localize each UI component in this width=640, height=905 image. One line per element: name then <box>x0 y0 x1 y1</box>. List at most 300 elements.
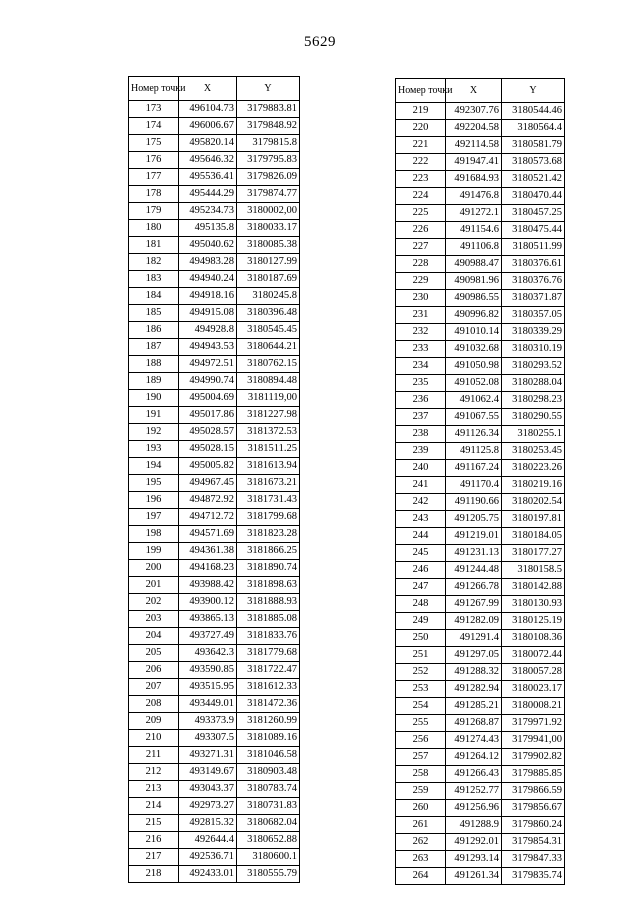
cell-y: 3180682.04 <box>237 815 300 832</box>
cell-point-number: 257 <box>396 749 446 766</box>
cell-point-number: 222 <box>396 154 446 171</box>
cell-point-number: 244 <box>396 528 446 545</box>
cell-point-number: 253 <box>396 681 446 698</box>
cell-x: 491288.9 <box>446 817 502 834</box>
table-row <box>129 577 300 594</box>
cell-point-number: 229 <box>396 273 446 290</box>
header-point-number: Номер точки <box>129 77 179 101</box>
cell-y: 3180008.21 <box>502 698 565 715</box>
table-row <box>129 424 300 441</box>
cell-y: 3180545.45 <box>237 322 300 339</box>
cell-point-number: 198 <box>129 526 179 543</box>
cell-point-number: 234 <box>396 358 446 375</box>
cell-y: 3180310.19 <box>502 341 565 358</box>
cell-point-number: 231 <box>396 307 446 324</box>
cell-x: 494918.16 <box>179 288 237 305</box>
table-row <box>129 118 300 135</box>
table-row <box>396 596 565 613</box>
cell-y: 3180555.79 <box>237 866 300 883</box>
table-row <box>129 815 300 832</box>
cell-y: 3180376.76 <box>502 273 565 290</box>
cell-y: 3180731.83 <box>237 798 300 815</box>
cell-x: 491231.13 <box>446 545 502 562</box>
cell-point-number: 205 <box>129 645 179 662</box>
cell-y: 3181799.68 <box>237 509 300 526</box>
cell-y: 3180245.8 <box>237 288 300 305</box>
table-row <box>129 169 300 186</box>
cell-x: 492973.27 <box>179 798 237 815</box>
cell-point-number: 189 <box>129 373 179 390</box>
cell-y: 3181472.36 <box>237 696 300 713</box>
cell-x: 490986.55 <box>446 290 502 307</box>
cell-x: 491266.43 <box>446 766 502 783</box>
cell-point-number: 183 <box>129 271 179 288</box>
cell-point-number: 259 <box>396 783 446 800</box>
cell-y: 3180396.48 <box>237 305 300 322</box>
cell-point-number: 220 <box>396 120 446 137</box>
cell-y: 3180085.38 <box>237 237 300 254</box>
cell-x: 491244.48 <box>446 562 502 579</box>
cell-y: 3181046.58 <box>237 747 300 764</box>
cell-y: 3179835.74 <box>502 868 565 885</box>
table-row <box>396 273 565 290</box>
cell-y: 3181823.28 <box>237 526 300 543</box>
cell-point-number: 175 <box>129 135 179 152</box>
cell-y: 3181227.98 <box>237 407 300 424</box>
cell-y: 3180033.17 <box>237 220 300 237</box>
cell-y: 3180376.61 <box>502 256 565 273</box>
cell-y: 3179856.67 <box>502 800 565 817</box>
cell-x: 490996.82 <box>446 307 502 324</box>
table-row <box>129 560 300 577</box>
cell-x: 495820.14 <box>179 135 237 152</box>
cell-y: 3179795.83 <box>237 152 300 169</box>
table-row <box>396 443 565 460</box>
cell-y: 3179854.31 <box>502 834 565 851</box>
table-row <box>129 866 300 883</box>
cell-point-number: 201 <box>129 577 179 594</box>
table-row <box>396 715 565 732</box>
cell-y: 3181885.08 <box>237 611 300 628</box>
table-row <box>129 849 300 866</box>
header-x: X <box>446 79 502 103</box>
cell-point-number: 206 <box>129 662 179 679</box>
table-row <box>129 730 300 747</box>
table-row <box>129 441 300 458</box>
cell-x: 491272.1 <box>446 205 502 222</box>
table-row <box>396 681 565 698</box>
cell-x: 494928.8 <box>179 322 237 339</box>
cell-point-number: 178 <box>129 186 179 203</box>
cell-y: 3179860.24 <box>502 817 565 834</box>
header-x: X <box>179 77 237 101</box>
cell-x: 491170.4 <box>446 477 502 494</box>
table-row <box>129 390 300 407</box>
cell-point-number: 197 <box>129 509 179 526</box>
cell-point-number: 238 <box>396 426 446 443</box>
table-row <box>396 375 565 392</box>
cell-x: 491684.93 <box>446 171 502 188</box>
cell-y: 3179883.81 <box>237 101 300 118</box>
table-row <box>396 766 565 783</box>
cell-y: 3180652.88 <box>237 832 300 849</box>
table-row <box>396 222 565 239</box>
table-row <box>396 154 565 171</box>
cell-x: 492307.76 <box>446 103 502 120</box>
cell-x: 494972.51 <box>179 356 237 373</box>
cell-x: 493900.12 <box>179 594 237 611</box>
cell-x: 491476.8 <box>446 188 502 205</box>
cell-x: 492815.32 <box>179 815 237 832</box>
cell-y: 3180142.88 <box>502 579 565 596</box>
table-row <box>396 528 565 545</box>
cell-y: 3180130.93 <box>502 596 565 613</box>
cell-point-number: 218 <box>129 866 179 883</box>
cell-y: 3179885.85 <box>502 766 565 783</box>
cell-x: 491167.24 <box>446 460 502 477</box>
cell-y: 3180293.52 <box>502 358 565 375</box>
cell-point-number: 252 <box>396 664 446 681</box>
table-row <box>129 764 300 781</box>
cell-point-number: 179 <box>129 203 179 220</box>
table-row <box>396 205 565 222</box>
cell-x: 492644.4 <box>179 832 237 849</box>
cell-y: 3179941,00 <box>502 732 565 749</box>
cell-point-number: 209 <box>129 713 179 730</box>
cell-point-number: 200 <box>129 560 179 577</box>
cell-point-number: 195 <box>129 475 179 492</box>
cell-x: 491052.08 <box>446 375 502 392</box>
cell-x: 491261.34 <box>446 868 502 885</box>
table-row <box>396 630 565 647</box>
cell-y: 3180371.87 <box>502 290 565 307</box>
table-row <box>396 188 565 205</box>
cell-x: 491293.14 <box>446 851 502 868</box>
cell-x: 493590.85 <box>179 662 237 679</box>
cell-point-number: 207 <box>129 679 179 696</box>
table-row <box>129 322 300 339</box>
table-row <box>396 749 565 766</box>
cell-x: 494983.28 <box>179 254 237 271</box>
cell-y: 3180762.15 <box>237 356 300 373</box>
cell-point-number: 190 <box>129 390 179 407</box>
table-row <box>396 324 565 341</box>
cell-y: 3180158.5 <box>502 562 565 579</box>
cell-x: 491264.12 <box>446 749 502 766</box>
table-row <box>396 392 565 409</box>
cell-x: 495234.73 <box>179 203 237 220</box>
cell-point-number: 215 <box>129 815 179 832</box>
cell-point-number: 221 <box>396 137 446 154</box>
cell-x: 494940.24 <box>179 271 237 288</box>
cell-y: 3180290.55 <box>502 409 565 426</box>
cell-y: 3180223.26 <box>502 460 565 477</box>
cell-x: 494571.69 <box>179 526 237 543</box>
cell-point-number: 173 <box>129 101 179 118</box>
cell-y: 3180202.54 <box>502 494 565 511</box>
table-row <box>129 475 300 492</box>
cell-point-number: 196 <box>129 492 179 509</box>
cell-point-number: 239 <box>396 443 446 460</box>
cell-x: 491256.96 <box>446 800 502 817</box>
cell-point-number: 227 <box>396 239 446 256</box>
cell-y: 3180127.99 <box>237 254 300 271</box>
table-row <box>129 645 300 662</box>
cell-point-number: 256 <box>396 732 446 749</box>
cell-x: 491288.32 <box>446 664 502 681</box>
table-row <box>396 307 565 324</box>
cell-point-number: 185 <box>129 305 179 322</box>
table-row <box>129 101 300 118</box>
cell-point-number: 233 <box>396 341 446 358</box>
table-row <box>129 798 300 815</box>
cell-point-number: 217 <box>129 849 179 866</box>
table-row <box>396 851 565 868</box>
cell-point-number: 247 <box>396 579 446 596</box>
cell-x: 494943.53 <box>179 339 237 356</box>
cell-y: 3180125.19 <box>502 613 565 630</box>
table-header-row <box>129 77 300 101</box>
cell-y: 3180894.48 <box>237 373 300 390</box>
cell-y: 3181898.63 <box>237 577 300 594</box>
table-row <box>396 171 565 188</box>
table-row <box>396 545 565 562</box>
table-row <box>129 679 300 696</box>
cell-point-number: 254 <box>396 698 446 715</box>
cell-x: 493043.37 <box>179 781 237 798</box>
table-row <box>129 373 300 390</box>
cell-point-number: 203 <box>129 611 179 628</box>
cell-x: 495004.69 <box>179 390 237 407</box>
cell-x: 490988.47 <box>446 256 502 273</box>
cell-x: 495040.62 <box>179 237 237 254</box>
cell-y: 3181511.25 <box>237 441 300 458</box>
table-row <box>396 409 565 426</box>
table-row <box>396 698 565 715</box>
cell-y: 3180057.28 <box>502 664 565 681</box>
cell-point-number: 223 <box>396 171 446 188</box>
cell-y: 3180475.44 <box>502 222 565 239</box>
cell-point-number: 176 <box>129 152 179 169</box>
cell-point-number: 261 <box>396 817 446 834</box>
cell-point-number: 225 <box>396 205 446 222</box>
table-row <box>129 509 300 526</box>
cell-y: 3180002,00 <box>237 203 300 220</box>
cell-point-number: 180 <box>129 220 179 237</box>
cell-x: 493988.42 <box>179 577 237 594</box>
cell-point-number: 243 <box>396 511 446 528</box>
cell-y: 3180544.46 <box>502 103 565 120</box>
cell-x: 492433.01 <box>179 866 237 883</box>
table-row <box>396 732 565 749</box>
cell-point-number: 212 <box>129 764 179 781</box>
cell-y: 3180903.48 <box>237 764 300 781</box>
table-row <box>396 579 565 596</box>
cell-x: 491190.66 <box>446 494 502 511</box>
cell-y: 3180581.79 <box>502 137 565 154</box>
cell-y: 3180197.81 <box>502 511 565 528</box>
cell-x: 491067.55 <box>446 409 502 426</box>
table-row <box>396 103 565 120</box>
table-header-row <box>396 79 565 103</box>
table-row <box>396 426 565 443</box>
cell-point-number: 246 <box>396 562 446 579</box>
cell-x: 491291.4 <box>446 630 502 647</box>
header-point-number: Номер точки <box>396 79 446 103</box>
cell-point-number: 232 <box>396 324 446 341</box>
cell-x: 496006.67 <box>179 118 237 135</box>
cell-y: 3181612.33 <box>237 679 300 696</box>
cell-x: 491285.21 <box>446 698 502 715</box>
table-row <box>396 562 565 579</box>
cell-x: 493727.49 <box>179 628 237 645</box>
cell-y: 3181613.94 <box>237 458 300 475</box>
cell-point-number: 258 <box>396 766 446 783</box>
cell-x: 494990.74 <box>179 373 237 390</box>
cell-x: 495536.41 <box>179 169 237 186</box>
cell-point-number: 211 <box>129 747 179 764</box>
cell-y: 3180184.05 <box>502 528 565 545</box>
cell-point-number: 263 <box>396 851 446 868</box>
cell-y: 3179815.8 <box>237 135 300 152</box>
coordinates-table-right <box>395 78 565 885</box>
table-row <box>129 747 300 764</box>
cell-x: 495646.32 <box>179 152 237 169</box>
table-row <box>396 647 565 664</box>
cell-x: 493307.5 <box>179 730 237 747</box>
cell-x: 492536.71 <box>179 849 237 866</box>
table-row <box>396 341 565 358</box>
table-row <box>129 152 300 169</box>
cell-y: 3180357.05 <box>502 307 565 324</box>
cell-x: 491219.01 <box>446 528 502 545</box>
cell-x: 493271.31 <box>179 747 237 764</box>
page-number: 5629 <box>304 34 336 50</box>
cell-x: 493449.01 <box>179 696 237 713</box>
cell-x: 493149.67 <box>179 764 237 781</box>
table-row <box>129 781 300 798</box>
cell-y: 3179971.92 <box>502 715 565 732</box>
table-row <box>129 713 300 730</box>
cell-x: 491947.41 <box>446 154 502 171</box>
cell-x: 492114.58 <box>446 137 502 154</box>
cell-x: 491010.14 <box>446 324 502 341</box>
cell-point-number: 204 <box>129 628 179 645</box>
cell-y: 3181890.74 <box>237 560 300 577</box>
cell-y: 3180288.04 <box>502 375 565 392</box>
table-row <box>396 783 565 800</box>
cell-y: 3181779.68 <box>237 645 300 662</box>
cell-point-number: 177 <box>129 169 179 186</box>
table-row <box>396 239 565 256</box>
cell-y: 3181089.16 <box>237 730 300 747</box>
cell-y: 3180564.4 <box>502 120 565 137</box>
cell-x: 491062.4 <box>446 392 502 409</box>
table-row <box>129 628 300 645</box>
cell-y: 3179866.59 <box>502 783 565 800</box>
table-row <box>129 594 300 611</box>
cell-x: 491268.87 <box>446 715 502 732</box>
table-row <box>396 817 565 834</box>
coordinates-table-left <box>128 76 300 883</box>
cell-y: 3180298.23 <box>502 392 565 409</box>
cell-y: 3180573.68 <box>502 154 565 171</box>
cell-point-number: 248 <box>396 596 446 613</box>
cell-x: 491154.6 <box>446 222 502 239</box>
cell-x: 493642.3 <box>179 645 237 662</box>
cell-x: 494168.23 <box>179 560 237 577</box>
cell-point-number: 235 <box>396 375 446 392</box>
cell-point-number: 251 <box>396 647 446 664</box>
cell-point-number: 182 <box>129 254 179 271</box>
cell-y: 3180783.74 <box>237 781 300 798</box>
cell-y: 3180253.45 <box>502 443 565 460</box>
table-row <box>129 305 300 322</box>
cell-point-number: 228 <box>396 256 446 273</box>
table-row <box>129 186 300 203</box>
cell-y: 3181833.76 <box>237 628 300 645</box>
cell-x: 493515.95 <box>179 679 237 696</box>
cell-y: 3180177.27 <box>502 545 565 562</box>
cell-y: 3179902.82 <box>502 749 565 766</box>
cell-x: 494915.08 <box>179 305 237 322</box>
table-row <box>396 664 565 681</box>
table-row <box>129 271 300 288</box>
cell-point-number: 187 <box>129 339 179 356</box>
table-row <box>396 868 565 885</box>
table-row <box>129 356 300 373</box>
cell-point-number: 237 <box>396 409 446 426</box>
cell-y: 3180219.16 <box>502 477 565 494</box>
cell-y: 3181866.25 <box>237 543 300 560</box>
cell-point-number: 199 <box>129 543 179 560</box>
table-row <box>396 511 565 528</box>
table-row <box>396 800 565 817</box>
cell-y: 3180187.69 <box>237 271 300 288</box>
cell-x: 491252.77 <box>446 783 502 800</box>
cell-x: 491282.09 <box>446 613 502 630</box>
cell-x: 491050.98 <box>446 358 502 375</box>
table-row <box>129 492 300 509</box>
cell-point-number: 260 <box>396 800 446 817</box>
table-row <box>396 494 565 511</box>
cell-point-number: 241 <box>396 477 446 494</box>
cell-point-number: 181 <box>129 237 179 254</box>
table-row <box>129 832 300 849</box>
cell-point-number: 193 <box>129 441 179 458</box>
cell-x: 494712.72 <box>179 509 237 526</box>
cell-y: 3179826.09 <box>237 169 300 186</box>
table-row <box>396 613 565 630</box>
cell-x: 496104.73 <box>179 101 237 118</box>
table-row <box>396 137 565 154</box>
table-row <box>129 458 300 475</box>
cell-point-number: 249 <box>396 613 446 630</box>
table-row <box>129 288 300 305</box>
cell-point-number: 262 <box>396 834 446 851</box>
cell-x: 495028.57 <box>179 424 237 441</box>
cell-y: 3181731.43 <box>237 492 300 509</box>
cell-y: 3181888.93 <box>237 594 300 611</box>
cell-x: 495028.15 <box>179 441 237 458</box>
header-y: Y <box>502 79 565 103</box>
cell-y: 3179874.77 <box>237 186 300 203</box>
header-y: Y <box>237 77 300 101</box>
cell-x: 491032.68 <box>446 341 502 358</box>
table-row <box>129 220 300 237</box>
table-row <box>129 526 300 543</box>
cell-x: 491292.01 <box>446 834 502 851</box>
